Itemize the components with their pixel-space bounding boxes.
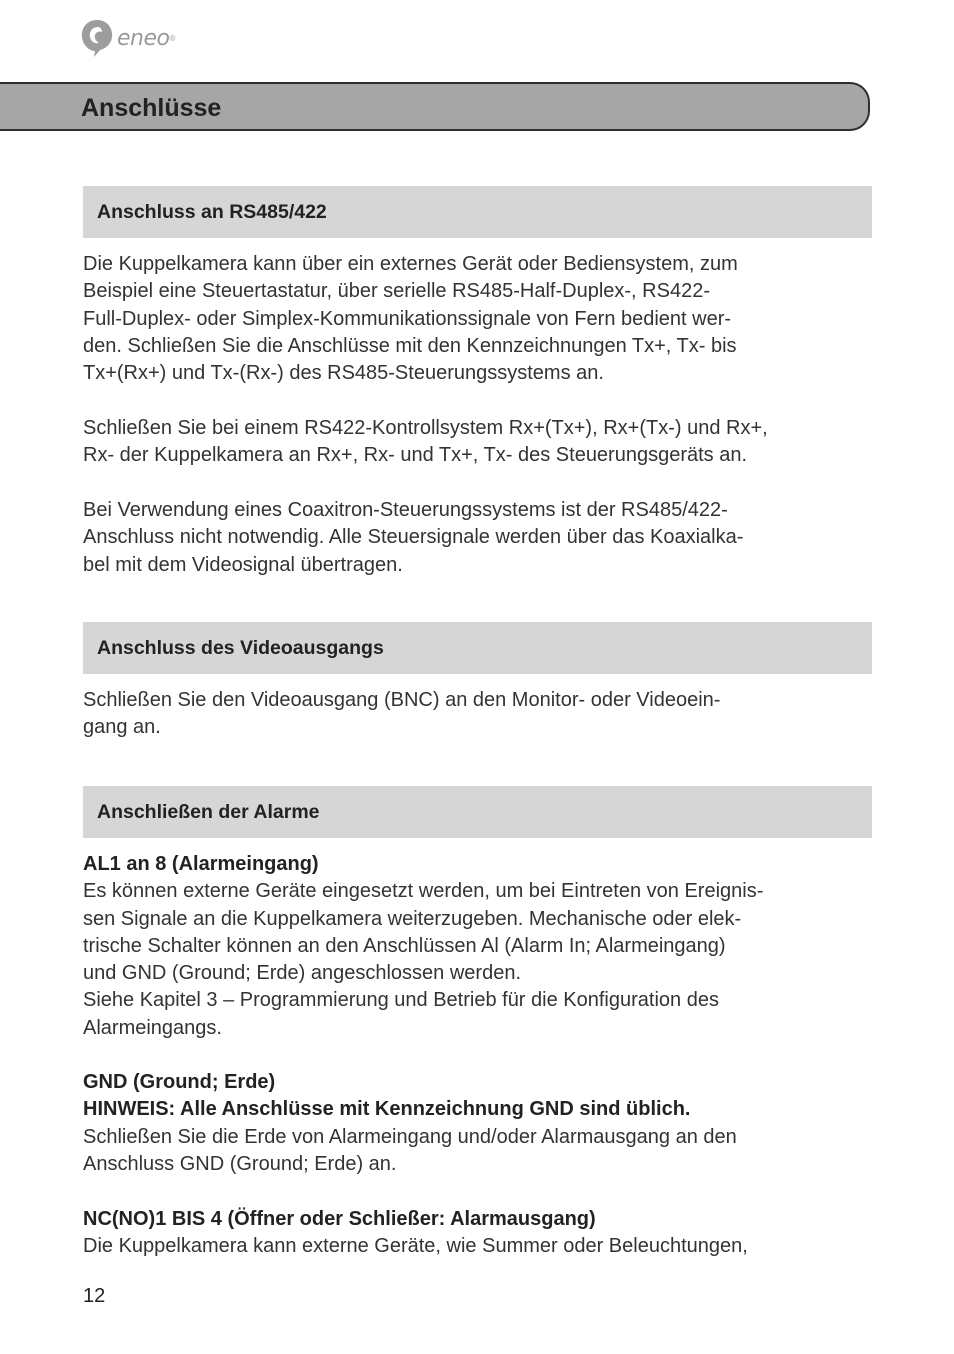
logo-registered-mark: ® bbox=[169, 33, 176, 43]
section-heading-alarms: Anschließen der Alarme bbox=[83, 786, 872, 838]
paragraph-rs485-intro bbox=[83, 251, 883, 387]
subsection-title: AL1 an 8 (Alarmeingang) bbox=[83, 853, 319, 875]
text-line: Es können externe Geräte eingesetzt werden, um bei Eintreten von Ereignis- bbox=[83, 880, 764, 903]
text-line: Anschluss GND (Ground; Erde) an. bbox=[83, 1152, 397, 1175]
subsection-title: GND (Ground; Erde) bbox=[83, 1071, 276, 1093]
paragraph-rs422 bbox=[83, 415, 883, 470]
note-text: HINWEIS: Alle Anschlüsse mit Kennzeichnung GND sind üblich. bbox=[83, 1098, 691, 1121]
text-line: Bei Verwendung eines Coaxitron-Steuerungssystems ist der RS485/422- bbox=[83, 499, 728, 521]
text-line: Siehe Kapitel 3 – Programmierung und Betrieb für die Konfiguration des bbox=[83, 989, 719, 1012]
text-line: Tx+(Rx+) und Tx-(Rx-) des RS485-Steuerungssystems an. bbox=[83, 362, 604, 385]
page-number: 12 bbox=[83, 1285, 106, 1307]
section-heading-rs485: Anschluss an RS485/422 bbox=[83, 186, 872, 238]
section-heading-video-output: Anschluss des Videoausgangs bbox=[83, 622, 872, 674]
subsection-title: NC(NO)1 BIS 4 (Öffner oder Schließer: Alarmausgang) bbox=[83, 1208, 596, 1230]
text-line: sen Signale an die Kuppelkamera weiterzugeben. Mechanische oder elek- bbox=[83, 907, 742, 930]
paragraph-ground bbox=[83, 1069, 883, 1178]
eneo-logo bbox=[80, 16, 175, 60]
text-line: trische Schalter können an den Anschlüssen Al (Alarm In; Alarmeingang) bbox=[83, 934, 726, 957]
text-line: Anschluss nicht notwendig. Alle Steuersignale werden über das Koaxialka- bbox=[83, 526, 744, 549]
eneo-logo-mark-icon bbox=[80, 18, 114, 58]
text-line: Schließen Sie den Videoausgang (BNC) an den Monitor- oder Videoein- bbox=[83, 689, 721, 711]
text-line: und GND (Ground; Erde) angeschlossen werden. bbox=[83, 962, 522, 985]
text-line: Full-Duplex- oder Simplex-Kommunikationssignale von Fern bedient wer- bbox=[83, 307, 732, 330]
text-line: bel mit dem Videosignal übertragen. bbox=[83, 553, 403, 576]
paragraph-alarm-outputs bbox=[83, 1206, 883, 1261]
text-line: Die Kuppelkamera kann externe Geräte, wie Summer oder Beleuchtungen, bbox=[83, 1235, 748, 1258]
paragraph-alarm-inputs bbox=[83, 851, 883, 1042]
text-line: Die Kuppelkamera kann über ein externes Gerät oder Bediensystem, zum bbox=[83, 253, 738, 275]
text-line: Alarmeingangs. bbox=[83, 1016, 222, 1039]
chapter-title: Anschlüsse bbox=[81, 94, 222, 122]
paragraph-coaxitron bbox=[83, 497, 883, 579]
text-line: den. Schließen Sie die Anschlüsse mit den Kennzeichnungen Tx+, Tx- bis bbox=[83, 334, 737, 357]
logo-wordmark: eneo bbox=[117, 25, 170, 51]
text-line: Schließen Sie bei einem RS422-Kontrollsystem Rx+(Tx+), Rx+(Tx-) und Rx+, bbox=[83, 417, 768, 439]
text-line: Rx- der Kuppelkamera an Rx+, Rx- und Tx+, Tx- des Steuerungsgeräts an. bbox=[83, 444, 748, 467]
text-line: Schließen Sie die Erde von Alarmeingang und/oder Alarmausgang an den bbox=[83, 1125, 737, 1148]
text-line: gang an. bbox=[83, 716, 161, 739]
text-line: Beispiel eine Steuertastatur, über serielle RS485-Half-Duplex-, RS422- bbox=[83, 280, 710, 303]
paragraph-video-output bbox=[83, 687, 883, 742]
